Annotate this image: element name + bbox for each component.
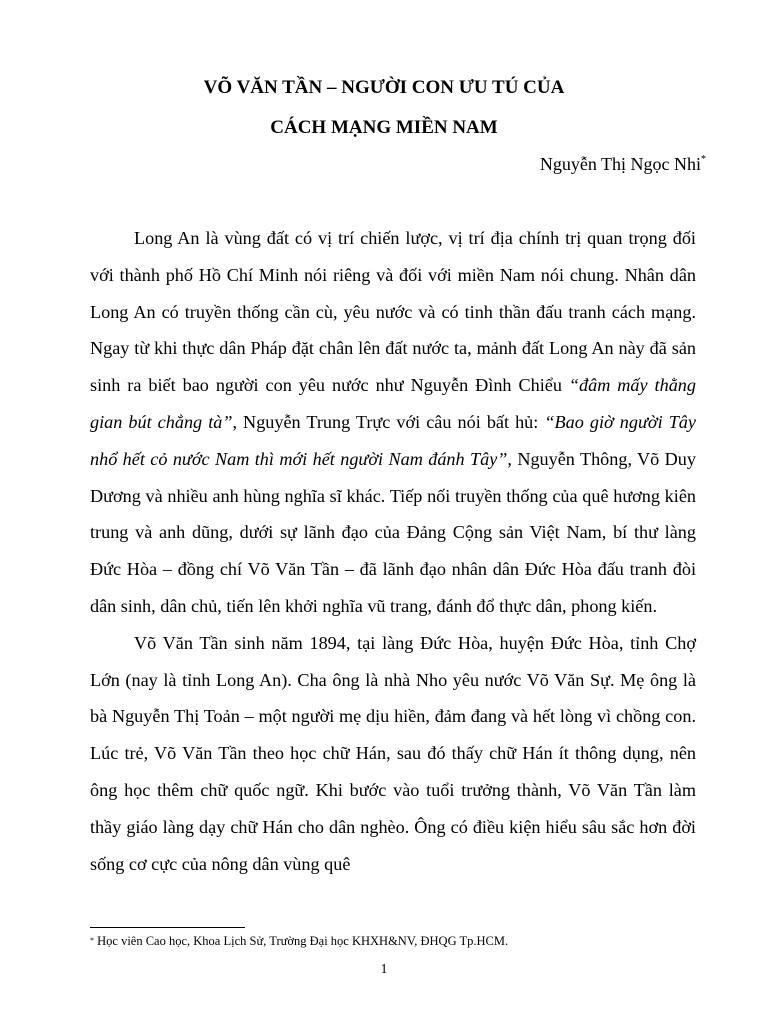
footnote-mark: * (90, 936, 94, 945)
footnote-text: Học viên Cao học, Khoa Lịch Sử, Trường Đại học KHXH&NV, ĐHQG Tp.HCM. (94, 934, 509, 948)
author-line (540, 154, 706, 174)
paragraph-1 (90, 220, 696, 625)
author-name: Nguyễn Thị Ngọc Nhi (539, 154, 701, 174)
p1-quote-2: “Bao giờ người Tây nhổ hết cỏ nước Nam thì mới hết người Nam đánh Tây” (90, 411, 696, 469)
title-line-2: CÁCH MẠNG MIỀN NAM (270, 117, 498, 138)
page-number: 1 (380, 962, 388, 977)
paragraph-2: Võ Văn Tần sinh năm 1894, tại làng Đức Hòa, huyện Đức Hòa, tỉnh Chợ Lớn (nay là tỉnh Long An). Cha ông là nhà Nho yêu nước Võ Văn Sự. Mẹ ông là bà Nguyễn Thị Toản – một người mẹ dịu hiền, đảm đang và hết lòng vì chồng con. Lúc trẻ, Võ Văn Tần theo học chữ Hán, sau đó thấy chữ Hán ít thông dụng, nên ông học thêm chữ quốc ngữ. Khi bước vào tuổi trưởng thành, Võ Văn Tần làm thầy giáo làng dạy chữ Hán cho dân nghèo. Ông có điều kiện hiểu sâu sắc hơn đời sống cơ cực của nông dân vùng quê (90, 632, 696, 874)
p1-quote-1: “đâm mấy thằng gian bút chẳng tà” (90, 375, 696, 432)
footnote (90, 933, 508, 949)
author-footnote-mark: * (701, 154, 706, 165)
title-line-1: VÕ VĂN TẦN – NGƯỜI CON ƯU TÚ CỦA (203, 77, 565, 98)
p1-text-a: Long An là vùng đất có vị trí chiến lược, vị trí địa chính trị quan trọng đối với thành phố Hồ Chí Minh nói riêng và đối với miền Nam nói chung. Nhân dân Long An có truyền thống cần cù, yêu nước và có tinh thần đấu tranh cách mạng. Ngay từ khi thực dân Pháp đặt chân lên đất nước ta, mảnh đất Long An này đã sản sinh ra biết bao người con yêu nước như Nguyễn Đình Chiểu (90, 228, 696, 396)
p1-text-b: , Nguyễn Trung Trực với câu nói bất hủ: (232, 411, 545, 432)
footnote-divider (90, 927, 245, 928)
body-text (90, 220, 696, 882)
p1-text-c: , Nguyễn Thông, Võ Duy Dương và nhiều anh hùng nghĩa sĩ khác. Tiếp nối truyền thống của quê hương kiên trung và anh dũng, dưới sự lãnh đạo của Đảng Cộng sản Việt Nam, bí thư làng Đức Hòa – đồng chí Võ Văn Tần – đã lãnh đạo nhân dân Đức Hòa đấu tranh đòi dân sinh, dân chủ, tiến lên khởi nghĩa vũ trang, đánh đổ thực dân, phong kiến. (90, 448, 696, 616)
